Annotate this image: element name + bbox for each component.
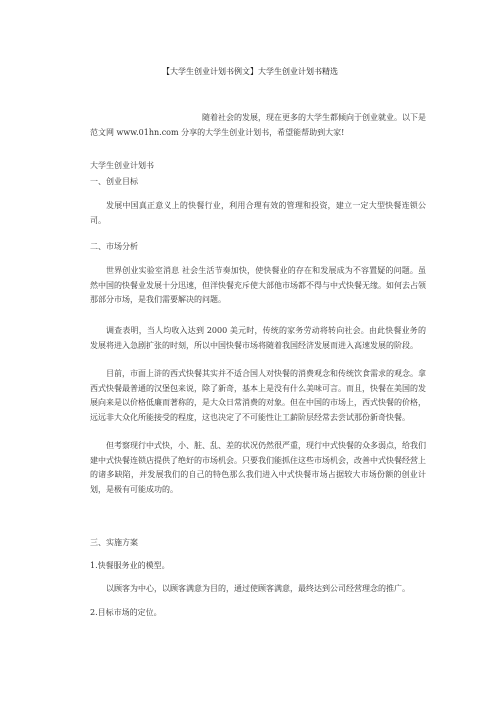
market-paragraph-4: 但考察现行中式快，小、脏、乱、差的状况仍然很严重，现行中式快餐的众多弱点，给我们建中式快餐连锁店提供了绝好的市场机会。只要我们能抓住这些市场机会，改善中式快餐经营上的诸多缺陷，并发展我们的自己的特色那么我们进入中式快餐市场占据较大市场份额的创业计划，是极有可能成功的。 xyxy=(90,441,426,494)
plan-item-1: 1.快餐服务业的模型。 xyxy=(90,561,170,570)
section-heading-goal: 一、创业目标 xyxy=(90,177,138,186)
section-heading-plan: 三、实施方案 xyxy=(90,538,138,547)
market-paragraph-3: 目前，市面上浒的西式快餐其实并不适合国人对快餐的消费观念和传统饮食需求的观念。拿西式快餐最普通的汉堡包来说，除了新奇，基本上是没有什么美味可言。而且，快餐在美国的发展向来是以价格低廉而著称的，是大众日常消费的对象。但在中国的市场上，西式快餐的价格，远远非大众化所能接受的程度，这也决定了不可能性让工薪阶层经常去尝试那份新奇快餐。 xyxy=(90,369,426,422)
intro-paragraph xyxy=(90,111,426,140)
market-paragraph-1: 世界创业实验室消息 社会生活节奏加快，使快餐业的存在和发展成为不容置疑的问题。虽然中国的快餐业发展十分迅速，但洋快餐充斥使大部他市场都不得与中式快餐无缘。如何去占领那部分市场，是我们需要解决的问题。 xyxy=(90,266,426,305)
plan-item-2: 2.目标市场的定位。 xyxy=(90,608,162,617)
section-heading-market: 二、市场分析 xyxy=(90,242,138,251)
goal-paragraph: 发展中国真正意义上的快餐行业，利用合理有效的管理和投资，建立一定大型快餐连锁公司。 xyxy=(90,201,426,225)
page-title: 【大学生创业计划书例文】大学生创业计划书精选 xyxy=(162,67,338,76)
doc-heading: 大学生创业计划书 xyxy=(90,161,154,170)
market-paragraph-2: 调查表明，当人均收入达到 2000 美元时，传统的家务劳动将转向社会。由此快餐业务的发展将进入急剧扩张的时刻，所以中国快餐市场将随着我国经济发展而进入高速发展的阶段。 xyxy=(90,326,426,350)
plan-item-1-text: 以顾客为中心，以顾客满意为目的，通过使顾客满意，最终达到公司经营理念的推广。 xyxy=(106,584,410,593)
intro-text: 随着社会的发展，现在更多的大学生都倾向于创业就业。以下是范文网 www.01hn.com 分享的大学生创业计划书，希望能帮助到大家! xyxy=(90,113,426,137)
